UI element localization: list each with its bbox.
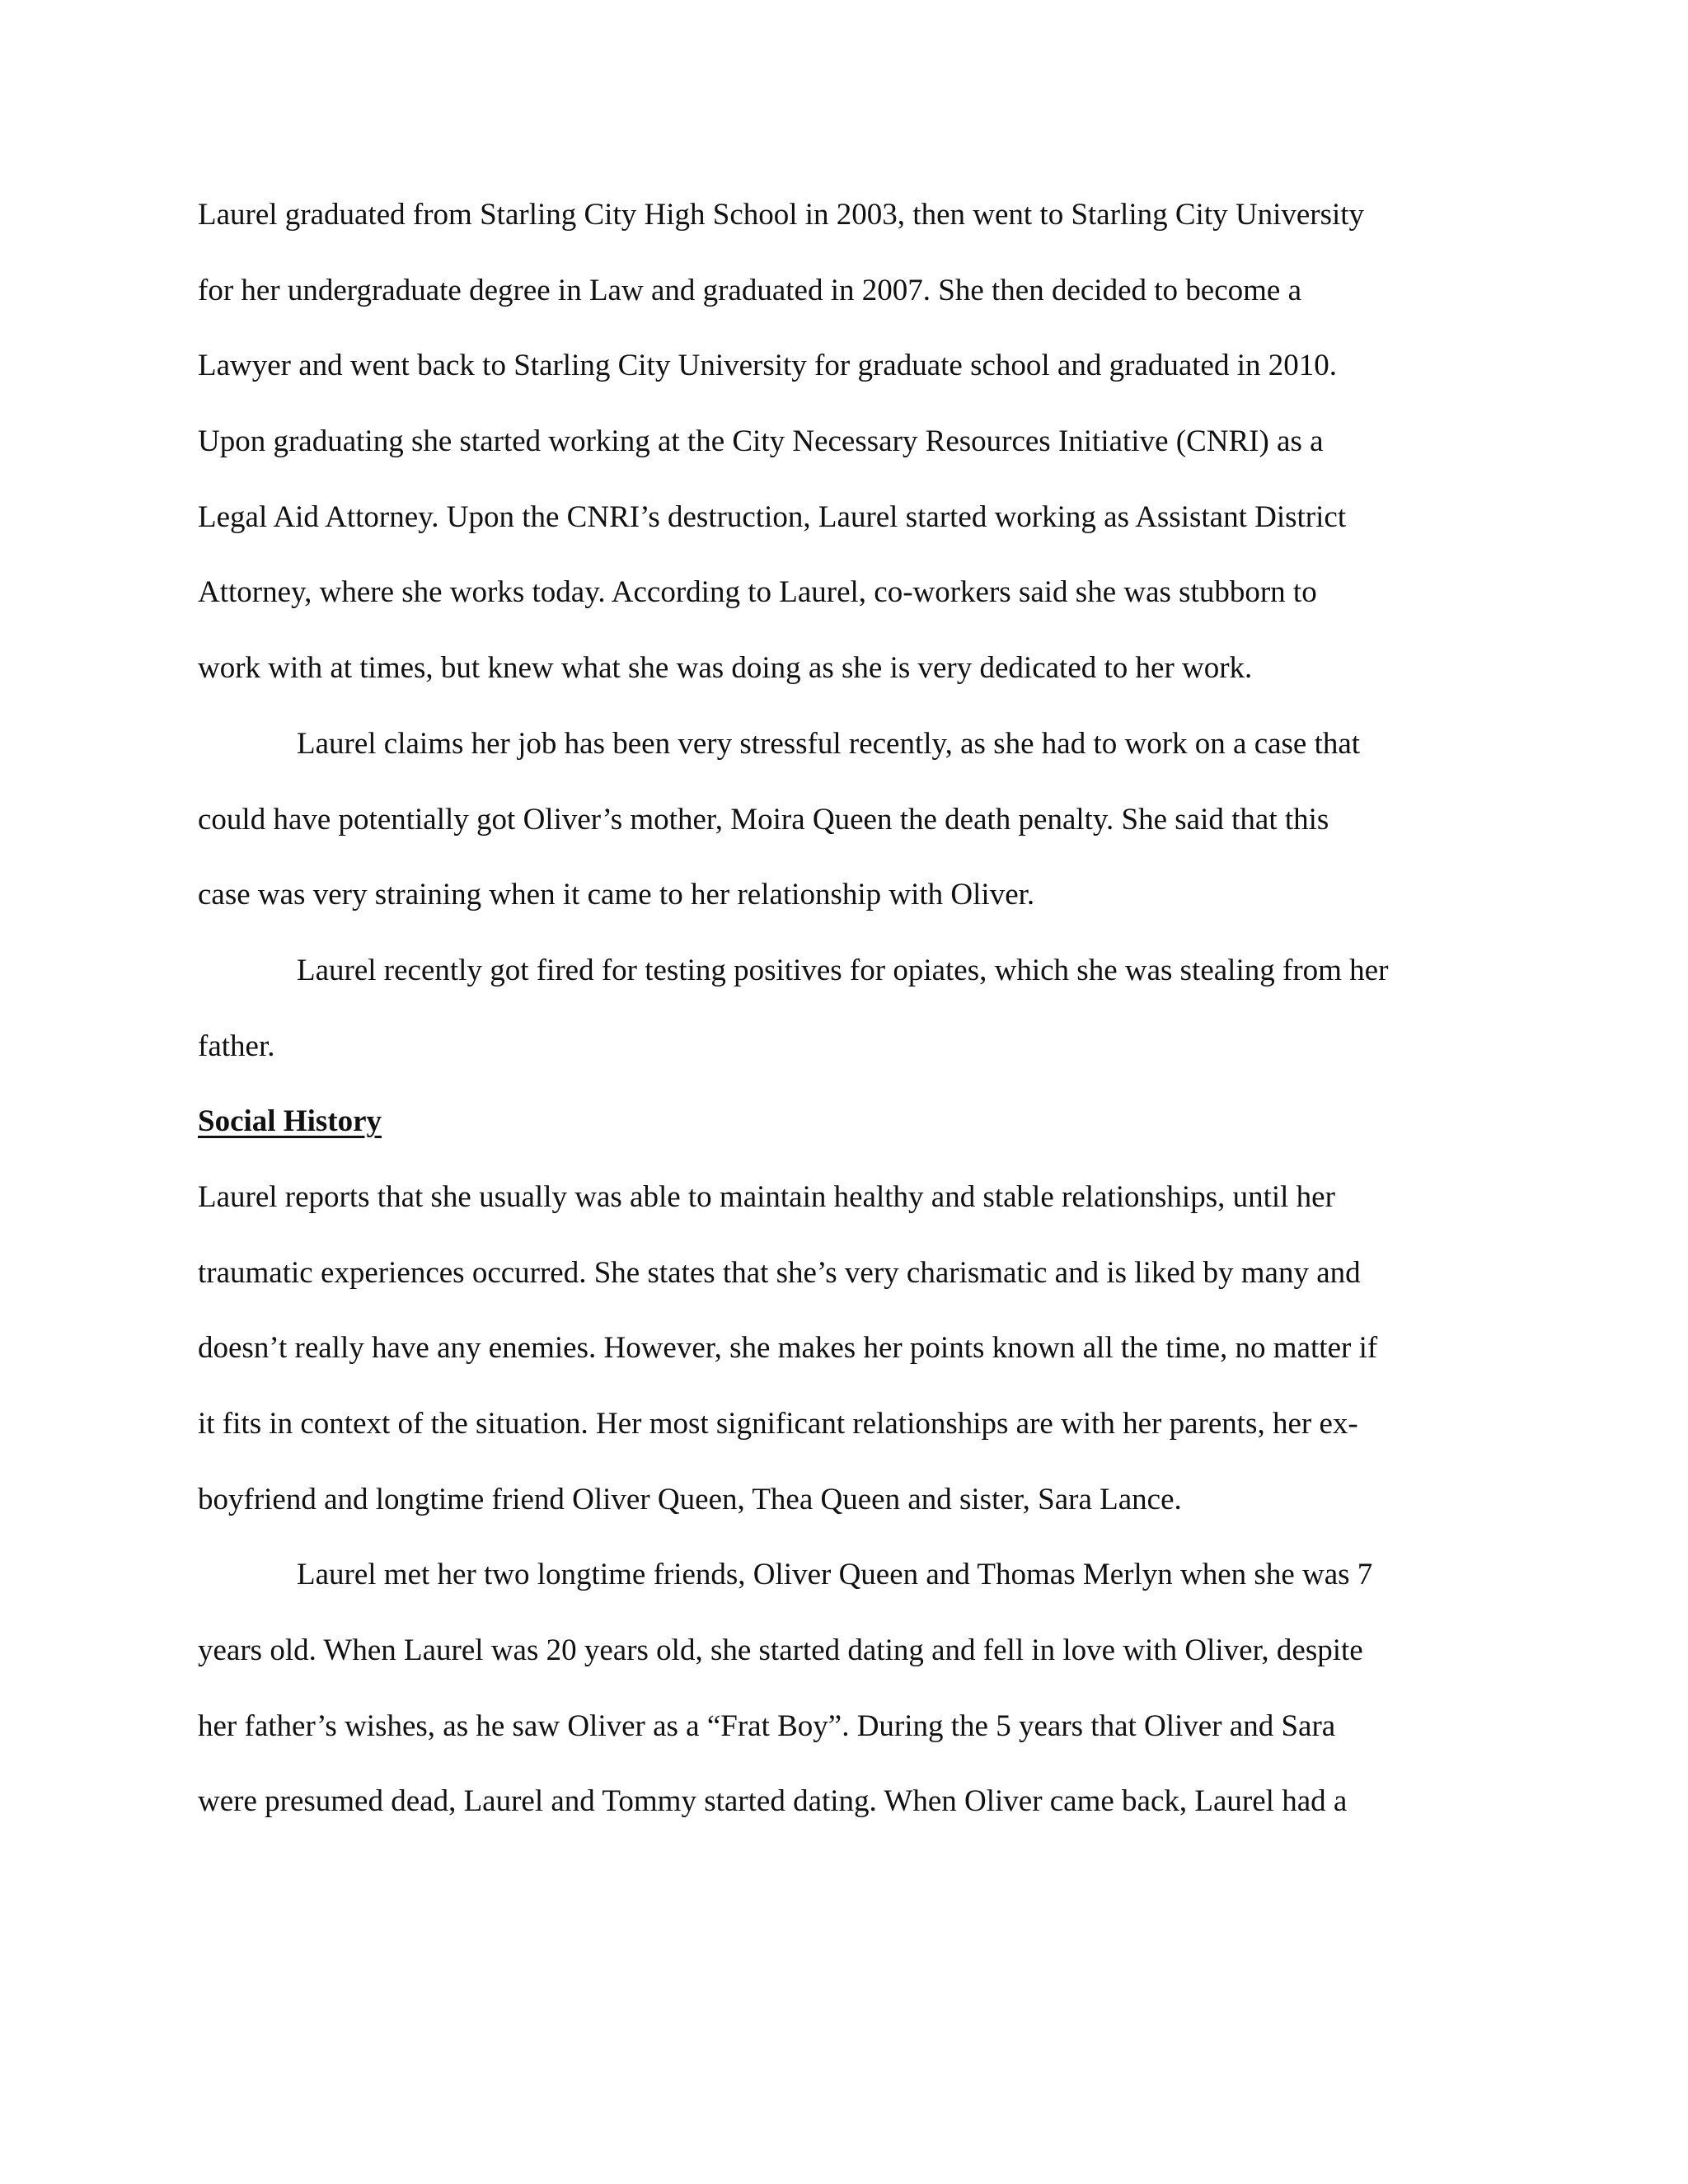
text-line: work with at times, but knew what she was doing as she is very dedicated to her work. [198, 651, 1253, 686]
paragraph-first-line: Laurel met her two longtime friends, Oliver Queen and Thomas Merlyn when she was 7 [297, 1558, 1373, 1592]
text-line: Upon graduating she started working at the City Necessary Resources Initiative (CNRI) as a [198, 424, 1324, 459]
text-line: were presumed dead, Laurel and Tommy started dating. When Oliver came back, Laurel had a [198, 1784, 1348, 1819]
text-line: years old. When Laurel was 20 years old, she started dating and fell in love with Oliver, despite [198, 1633, 1363, 1668]
paragraph-first-line: Laurel claims her job has been very stressful recently, as she had to work on a case that [297, 726, 1361, 761]
text-line: traumatic experiences occurred. She states that she’s very charismatic and is liked by many and [198, 1255, 1361, 1290]
paragraph-first-line: Laurel recently got fired for testing positives for opiates, which she was stealing from her [297, 953, 1389, 987]
text-line: her father’s wishes, as he saw Oliver as a “Frat Boy”. During the 5 years that Oliver and Sara [198, 1708, 1336, 1743]
text-line: it fits in context of the situation. Her most significant relationships are with her parents, her ex- [198, 1407, 1358, 1441]
text-line: father. [198, 1029, 275, 1063]
text-line: Attorney, where she works today. According to Laurel, co-workers said she was stubborn to [198, 575, 1317, 610]
text-line: Laurel graduated from Starling City High School in 2003, then went to Starling City University [198, 198, 1365, 232]
text-line: boyfriend and longtime friend Oliver Queen, Thea Queen and sister, Sara Lance. [198, 1482, 1182, 1516]
section-heading: Social History [198, 1104, 382, 1139]
text-line: Lawyer and went back to Starling City University for graduate school and graduated in 2010. [198, 349, 1337, 383]
text-line: could have potentially got Oliver’s mother, Moira Queen the death penalty. She said that this [198, 802, 1329, 837]
text-line: for her undergraduate degree in Law and graduated in 2007. She then decided to become a [198, 273, 1302, 307]
text-line: case was very straining when it came to her relationship with Oliver. [198, 878, 1035, 912]
text-line: Legal Aid Attorney. Upon the CNRI’s destruction, Laurel started working as Assistant District [198, 499, 1347, 534]
text-line: Laurel reports that she usually was able to maintain healthy and stable relationships, until her [198, 1179, 1335, 1214]
document-body [198, 186, 1484, 1849]
text-line: doesn’t really have any enemies. However, she makes her points known all the time, no matter if [198, 1331, 1378, 1366]
